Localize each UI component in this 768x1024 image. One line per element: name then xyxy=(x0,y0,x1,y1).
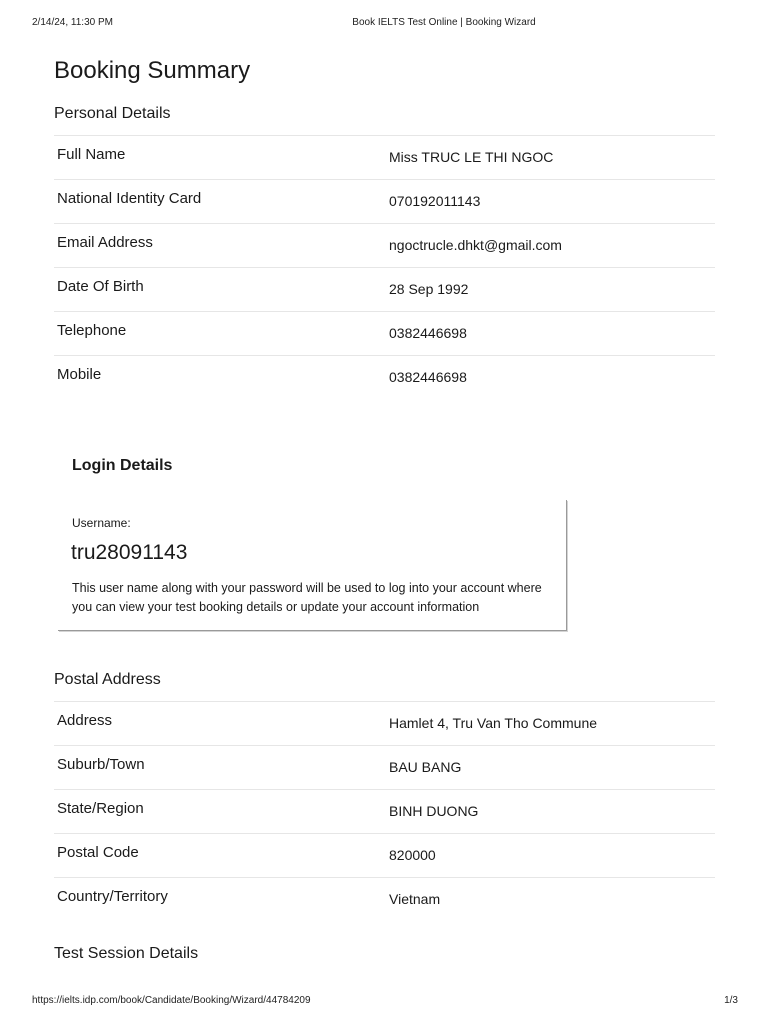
row-label: National Identity Card xyxy=(57,190,202,207)
page-number: 1/3 xyxy=(724,995,738,1006)
table-row xyxy=(54,789,715,833)
row-label: Email Address xyxy=(57,234,153,251)
test-session-heading: Test Session Details xyxy=(54,945,199,962)
table-row xyxy=(54,701,715,745)
row-value: Vietnam xyxy=(389,891,441,907)
table-row xyxy=(54,223,715,267)
login-details-heading: Login Details xyxy=(72,457,173,474)
row-label: Date Of Birth xyxy=(57,278,144,295)
table-row xyxy=(54,179,715,223)
username-value: tru28091143 xyxy=(71,541,188,564)
row-label: State/Region xyxy=(57,800,144,817)
username-label: Username: xyxy=(72,516,131,530)
row-label: Country/Territory xyxy=(57,888,168,905)
table-row xyxy=(54,833,715,877)
username-note: This user name along with your password will be used to log into your account where you can view your test booking details or update your account information xyxy=(72,581,542,614)
print-url: https://ielts.idp.com/book/Candidate/Booking/Wizard/44784209 xyxy=(32,995,311,1006)
print-document-title: Book IELTS Test Online | Booking Wizard xyxy=(352,17,536,28)
personal-details-table xyxy=(54,135,715,399)
row-value: Miss TRUC LE THI NGOC xyxy=(389,149,554,165)
row-value: 820000 xyxy=(389,847,436,863)
print-footer xyxy=(0,995,768,1009)
personal-details-heading: Personal Details xyxy=(54,105,171,122)
table-row xyxy=(54,135,715,179)
row-label: Full Name xyxy=(57,146,126,163)
table-row xyxy=(54,745,715,789)
postal-address-heading: Postal Address xyxy=(54,671,161,688)
row-label: Mobile xyxy=(57,366,102,383)
login-details-card xyxy=(58,500,567,631)
row-value: 070192011143 xyxy=(389,193,481,209)
table-row xyxy=(54,267,715,311)
row-value: 0382446698 xyxy=(389,325,467,341)
table-row xyxy=(54,355,715,399)
row-label: Address xyxy=(57,712,113,729)
table-row xyxy=(54,311,715,355)
print-timestamp: 2/14/24, 11:30 PM xyxy=(32,17,113,28)
row-value: 0382446698 xyxy=(389,369,467,385)
row-label: Suburb/Town xyxy=(57,756,145,773)
row-value: BAU BANG xyxy=(389,759,462,775)
postal-address-table xyxy=(54,701,715,921)
row-value: 28 Sep 1992 xyxy=(389,281,469,297)
row-value: BINH DUONG xyxy=(389,803,479,819)
row-value: Hamlet 4, Tru Van Tho Commune xyxy=(389,715,598,731)
row-value: ngoctrucle.dhkt@gmail.com xyxy=(389,237,562,253)
page-title: Booking Summary xyxy=(54,57,251,84)
print-header xyxy=(0,17,768,33)
row-label: Telephone xyxy=(57,322,127,339)
table-row xyxy=(54,877,715,921)
row-label: Postal Code xyxy=(57,844,139,861)
